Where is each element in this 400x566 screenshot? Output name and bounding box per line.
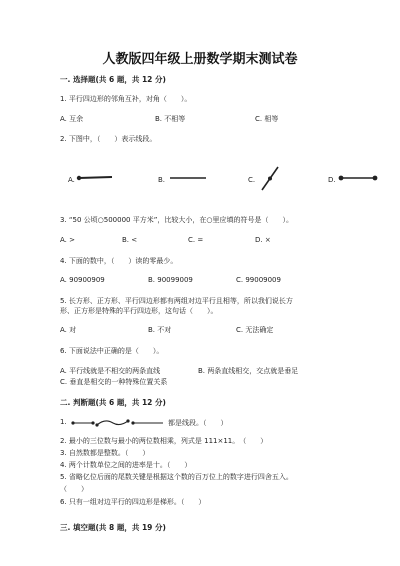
q3-option-d: D. × [255,236,271,244]
q6-option-c: C. 垂直是相交的一种特殊位置关系 [60,378,168,386]
q2-text: 2. 下图中，（ ）表示线段。 [60,135,157,143]
q4-text: 4. 下面的数中，（ ）读的零最少。 [60,257,178,265]
tf1-prefix: 1. [60,418,67,426]
tf6-text: 6. 只有一组对边平行的四边形是梯形。（ ） [60,498,206,506]
q4-option-c: C. 99009009 [236,276,281,284]
q5-option-b: B. 不对 [148,326,172,334]
q2-option-c: C. [248,176,256,184]
q4-option-a: A. 90900909 [60,276,105,284]
tf5-line1: 5. 省略亿位后面的尾数关键是根据这个数的百万位上的数字进行四舍五入。 [60,473,293,481]
q5-line2: 形、正方形是特殊的平行四边形，这句话（ ）。 [60,307,218,315]
q5-option-c: C. 无法确定 [236,326,274,334]
q3-option-a: A. > [60,236,75,244]
q5-line1: 5. 长方形、正方形、平行四边形都有两组对边平行且相等，所以我们说长方 [60,297,293,305]
tf1-line-figures [70,416,166,430]
tf2-text: 2. 最小的三位数与最小的两位数相乘，列式是 111×11。 （ ） [60,437,268,445]
q2-figure-c [258,164,282,194]
q5-option-a: A. 对 [60,326,77,334]
q2-option-b: B. [158,176,166,184]
section2-heading: 二. 判断题(共 6 题，共 12 分) [60,398,166,407]
q3-option-b: B. < [122,236,138,244]
q2-figure-d [336,170,380,186]
q2-option-d: D. [328,176,336,184]
tf5-line2: （ ） [60,485,88,493]
q4-option-b: B. 90099009 [148,276,193,284]
tf1-text: 都是线段。（ ） [168,419,228,427]
q6-text: 6. 下面说法中正确的是（ ）。 [60,347,164,355]
q2-figure-b [168,170,208,186]
q1-option-b: B. 不相等 [155,115,186,123]
q6-option-b: B. 两条直线相交，交点就是垂足 [198,367,299,375]
q1-option-c: C. 相等 [255,115,279,123]
q2-figure-a [76,170,116,186]
tf4-text: 4. 两个计数单位之间的进率是十。（ ） [60,461,192,469]
section1-heading: 一. 选择题(共 6 题，共 12 分) [60,75,166,84]
section3-heading: 三. 填空题(共 8 题，共 19 分) [60,523,166,532]
tf3-text: 3. 自然数都是整数。（ ） [60,449,150,457]
q1-text: 1. 平行四边形的邻角互补，对角（ ）。 [60,95,192,103]
q1-option-a: A. 互余 [60,115,84,123]
page-title: 人教版四年级上册数学期末测试卷 [102,52,298,67]
q3-text: 3. “50 公顷○500000 平方米”，比较大小，在○里应填的符号是（ ）。 [60,216,293,224]
q2-option-a: A. [68,176,75,184]
q6-option-a: A. 平行线就是不相交的两条直线 [60,367,161,375]
q3-option-c: C. = [188,236,204,244]
